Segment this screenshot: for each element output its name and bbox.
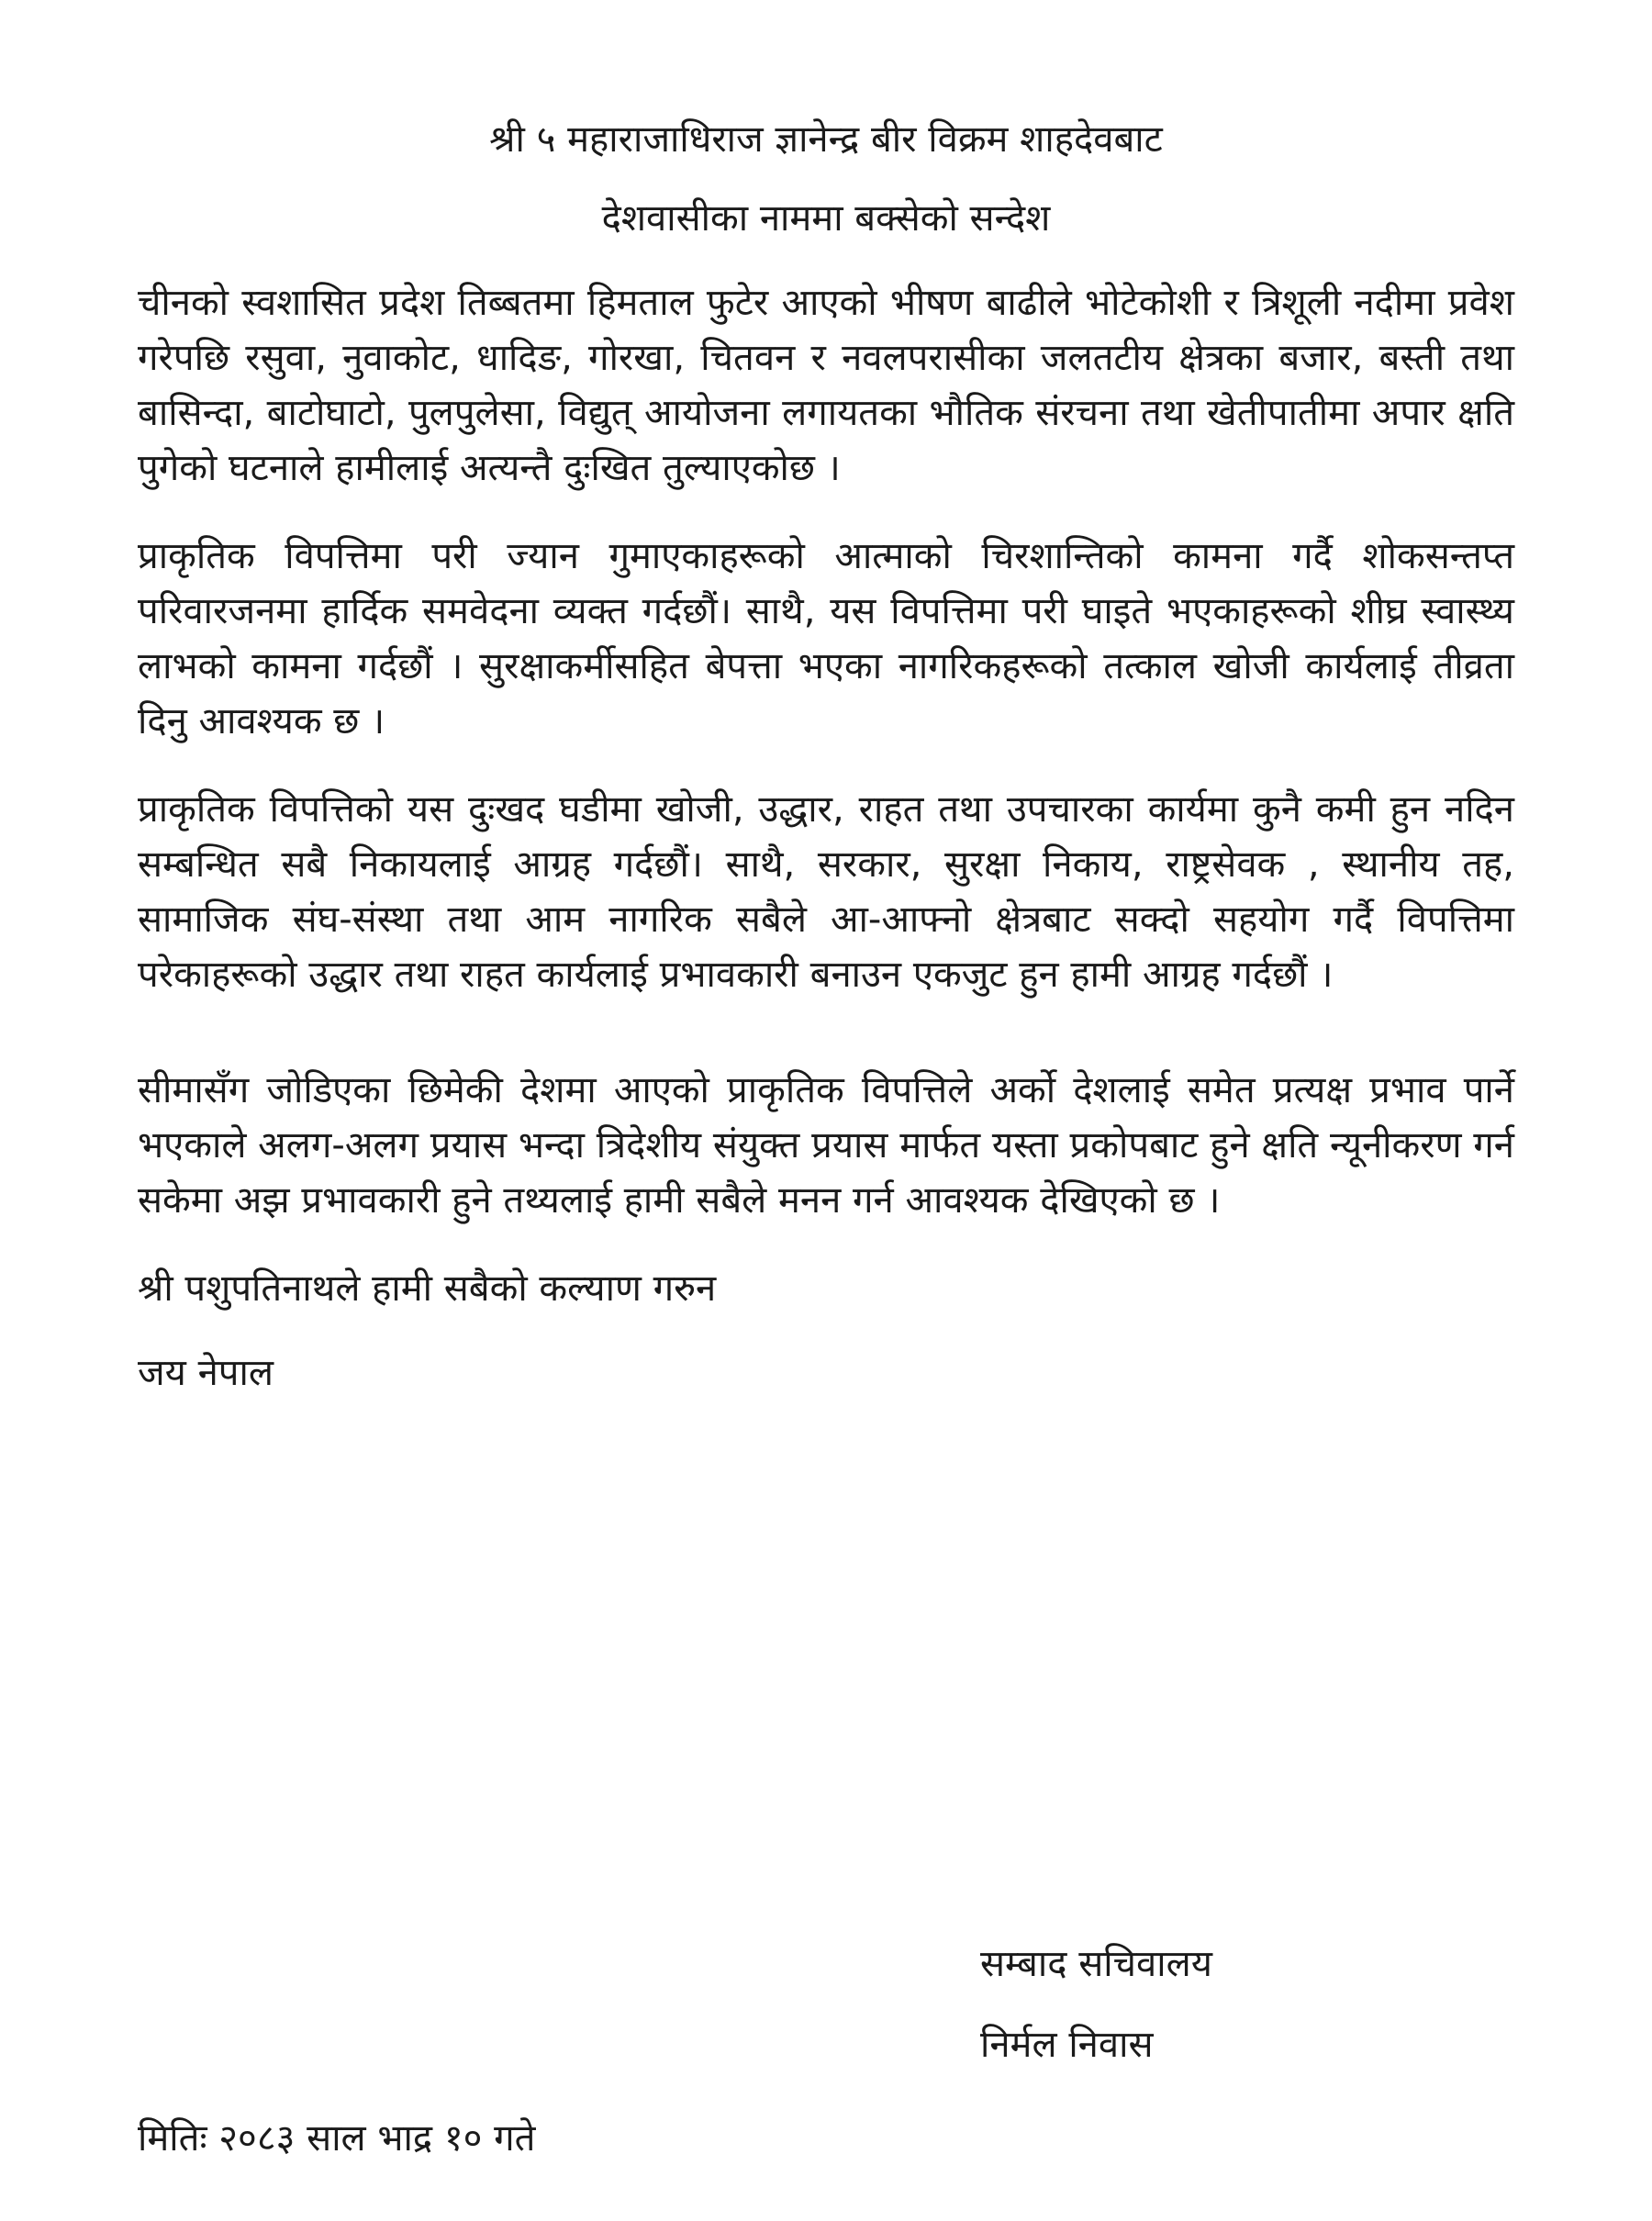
paragraph-1: चीनको स्वशासित प्रदेश तिब्बतमा हिमताल फुटेर आएको भीषण बाढीले भोटेकोशी र त्रिशूली नदीमा प्रवेश गरेपछि रसुवा, नुवाकोट, धादिङ, गोरखा, चितवन र नवलपरासीका जलतटीय क्षेत्रका बजार, बस्ती तथा बासिन्दा, बाटोघाटो, पुलपुलेसा, विद्युत् आयोजना लगायतका भौतिक संरचना तथा खेतीपातीमा अपार क्षति पुगेको घटनाले हामीलाई अत्यन्तै दुःखित तुल्याएकोछ । xyxy=(138,282,1514,489)
statement-header xyxy=(138,110,1514,248)
signature-block xyxy=(980,1936,1531,2098)
header-line-2: देशवासीका नाममा बक्सेको सन्देश xyxy=(601,197,1051,240)
header-line-1: श्री ५ महाराजाधिराज ज्ञानेन्द्र बीर विक्रम शाहदेवबाट xyxy=(489,118,1163,161)
closing-salute: जय नेपाल xyxy=(138,1352,273,1394)
statement-date: मितिः २०८३ साल भाद्र १० गते xyxy=(138,2117,536,2160)
paragraph-4: सीमासँग जोडिएका छिमेकी देशमा आएको प्राकृतिक विपत्तिले अर्को देशलाई समेत प्रत्यक्ष प्रभाव पार्ने भएकाले अलग-अलग प्रयास भन्दा त्रिदेशीय संयुक्त प्रयास मार्फत यस्ता प्रकोपबाट हुने क्षति न्यूनीकरण गर्न सकेमा अझ प्रभावकारी हुने तथ्यलाई हामी सबैले मनन गर्न आवश्यक देखिएको छ । xyxy=(138,1069,1514,1222)
paragraph-2: प्राकृतिक विपत्तिमा परी ज्यान गुमाएकाहरूको आत्माको चिरशान्तिको कामना गर्दै शोकसन्तप्त परिवारजनमा हार्दिक समवेदना व्यक्त गर्दछौं। साथै, यस विपत्तिमा परी घाइते भएकाहरूको शीघ्र स्वास्थ्य लाभको कामना गर्दछौं । सुरक्षाकर्मीसहित बेपत्ता भएका नागरिकहरूको तत्काल खोजी कार्यलाई तीव्रता दिनु आवश्यक छ । xyxy=(138,535,1514,742)
paragraph-3: प्राकृतिक विपत्तिको यस दुःखद घडीमा खोजी, उद्धार, राहत तथा उपचारका कार्यमा कुनै कमी हुन नदिन सम्बन्धित सबै निकायलाई आग्रह गर्दछौं। साथै, सरकार, सुरक्षा निकाय, राष्ट्रसेवक , स्थानीय तह, सामाजिक संघ-संस्था तथा आम नागरिक सबैले आ-आफ्नो क्षेत्रबाट सक्दो सहयोग गर्दै विपत्तिमा परेकाहरूको उद्धार तथा राहत कार्यलाई प्रभावकारी बनाउन एकजुट हुन हामी आग्रह गर्दछौं । xyxy=(138,788,1514,996)
closing-blessing: श्री पशुपतिनाथले हामी सबैको कल्याण गरुन xyxy=(138,1267,717,1310)
signature-residence: निर्मल निवास xyxy=(980,2024,1154,2066)
press-statement xyxy=(138,110,1514,1430)
signature-office: सम्बाद सचिवालय xyxy=(980,1943,1212,1985)
